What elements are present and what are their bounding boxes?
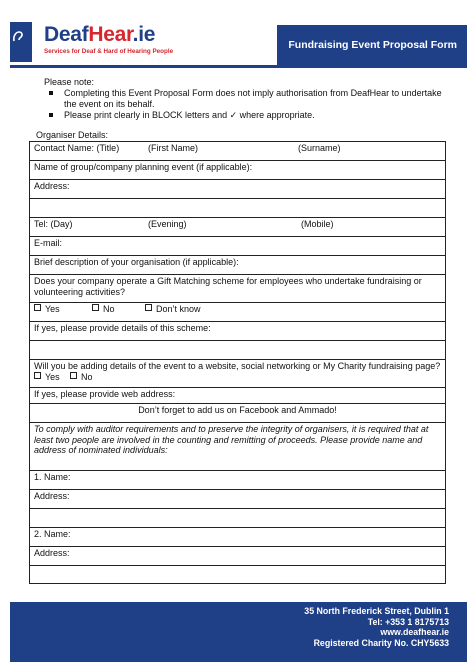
form-title: Fundraising Event Proposal Form bbox=[277, 25, 467, 65]
facebook-note: Don’t forget to add us on Facebook and Ammado! bbox=[138, 405, 337, 415]
address-line-2[interactable] bbox=[30, 199, 446, 218]
nominee-1-name-label: 1. Name: bbox=[34, 472, 71, 482]
nominee-1-name-field[interactable] bbox=[30, 471, 446, 490]
page-header bbox=[0, 0, 474, 66]
auditor-requirements bbox=[30, 423, 446, 471]
notes-section bbox=[44, 77, 444, 121]
nominee-2-name-field[interactable] bbox=[30, 528, 446, 547]
gift-matching-options bbox=[30, 303, 446, 322]
auditor-text: To comply with auditor requirements and to preserve the integrity of organisers, it is required that at least two people are involved in the counting and remitting of proceeds. Please provide name and address of nominated individuals: bbox=[34, 424, 429, 455]
web-question-label: Will you be adding details of the event to a website, social networking or My Charity fundraising page? bbox=[34, 361, 441, 371]
first-name-label: (First Name) bbox=[148, 143, 198, 153]
nominee-1-address-line-2[interactable] bbox=[30, 509, 446, 528]
address-label: Address: bbox=[34, 181, 70, 191]
note-text: Please print clearly in BLOCK letters and ✓ where appropriate. bbox=[64, 110, 315, 120]
option-dont-know[interactable] bbox=[145, 304, 201, 315]
web-no-label: No bbox=[81, 371, 93, 382]
web-option-yes[interactable] bbox=[34, 372, 70, 383]
footer-website-link[interactable]: www.deafhear.ie bbox=[380, 627, 449, 637]
checkbox-icon[interactable] bbox=[145, 304, 152, 311]
logo-deaf-text: Deaf bbox=[44, 23, 89, 46]
tel-mobile-label: (Mobile) bbox=[301, 219, 334, 229]
nominee-1-address-field[interactable] bbox=[30, 490, 446, 509]
checkbox-icon[interactable] bbox=[70, 372, 77, 379]
facebook-note-row bbox=[30, 404, 446, 423]
tel-day-label: Tel: (Day) bbox=[34, 219, 73, 229]
contact-name-row bbox=[34, 143, 441, 154]
nominee-2-name-label: 2. Name: bbox=[34, 529, 71, 539]
group-name-label: Name of group/company planning event (if applicable): bbox=[34, 162, 253, 172]
title-label: Contact Name: (Title) bbox=[34, 143, 120, 153]
group-name-field[interactable] bbox=[30, 161, 446, 180]
description-field[interactable] bbox=[30, 256, 446, 275]
email-label: E-mail: bbox=[34, 238, 63, 248]
gift-options-row bbox=[34, 304, 441, 315]
nominee-2-address-field[interactable] bbox=[30, 547, 446, 566]
address-field[interactable] bbox=[30, 180, 446, 199]
web-question bbox=[30, 360, 446, 388]
contact-name-field[interactable] bbox=[30, 142, 446, 161]
notes-label: Please note: bbox=[44, 77, 95, 87]
tel-evening-label: (Evening) bbox=[148, 219, 187, 229]
scheme-details-label: If yes, please provide details of this scheme: bbox=[34, 323, 211, 333]
scheme-details-line-2[interactable] bbox=[30, 341, 446, 360]
web-yes-label: Yes bbox=[45, 371, 60, 382]
email-field[interactable] bbox=[30, 237, 446, 256]
footer-telephone: Tel: +353 1 8175713 bbox=[367, 616, 449, 627]
ear-logo-icon bbox=[11, 30, 25, 44]
surname-label: (Surname) bbox=[298, 143, 341, 153]
bullet-icon bbox=[49, 113, 53, 117]
option-yes[interactable] bbox=[34, 304, 92, 315]
checkbox-icon[interactable] bbox=[92, 304, 99, 311]
footer-address: 35 North Frederick Street, Dublin 1 bbox=[304, 606, 449, 616]
logo-ie-text: .ie bbox=[132, 23, 156, 46]
nominee-2-address-line-2[interactable] bbox=[30, 566, 446, 584]
option-no-label: No bbox=[103, 304, 115, 314]
description-label: Brief description of your organisation (if applicable): bbox=[34, 257, 239, 267]
header-divider bbox=[10, 65, 467, 68]
nominee-2-address-label: Address: bbox=[34, 548, 70, 558]
web-address-field[interactable] bbox=[30, 388, 446, 404]
web-options-row bbox=[34, 372, 441, 383]
footer-charity-number: Registered Charity No. CHY5633 bbox=[313, 637, 449, 648]
gift-matching-question bbox=[30, 275, 446, 303]
organiser-details-label: Organiser Details: bbox=[36, 130, 109, 140]
scheme-details-field[interactable] bbox=[30, 322, 446, 341]
option-yes-label: Yes bbox=[45, 304, 60, 314]
nominee-1-address-label: Address: bbox=[34, 491, 70, 501]
note-text: Completing this Event Proposal Form does not imply authorisation from DeafHear to undertake the event on its behalf. bbox=[64, 88, 442, 109]
option-dont-know-label: Don’t know bbox=[156, 304, 201, 314]
note-item bbox=[44, 110, 444, 121]
deafhear-logo bbox=[44, 24, 155, 46]
logo-tagline: Services for Deaf & Hard of Hearing People bbox=[44, 48, 174, 55]
telephone-field[interactable] bbox=[30, 218, 446, 237]
logo-hear-text: Hear bbox=[88, 23, 133, 46]
telephone-row bbox=[34, 219, 441, 230]
web-address-label: If yes, please provide web address: bbox=[34, 389, 176, 399]
checkbox-icon[interactable] bbox=[34, 304, 41, 311]
option-no[interactable] bbox=[92, 304, 145, 315]
page-footer bbox=[10, 602, 467, 662]
note-item bbox=[44, 88, 444, 110]
organiser-form bbox=[29, 141, 446, 584]
gift-matching-label: Does your company operate a Gift Matching scheme for employees who undertake fundraising or volunteering activities? bbox=[34, 276, 422, 297]
checkbox-icon[interactable] bbox=[34, 372, 41, 379]
notes-list bbox=[44, 88, 444, 121]
web-option-no[interactable] bbox=[70, 372, 93, 383]
bullet-icon bbox=[49, 91, 53, 95]
